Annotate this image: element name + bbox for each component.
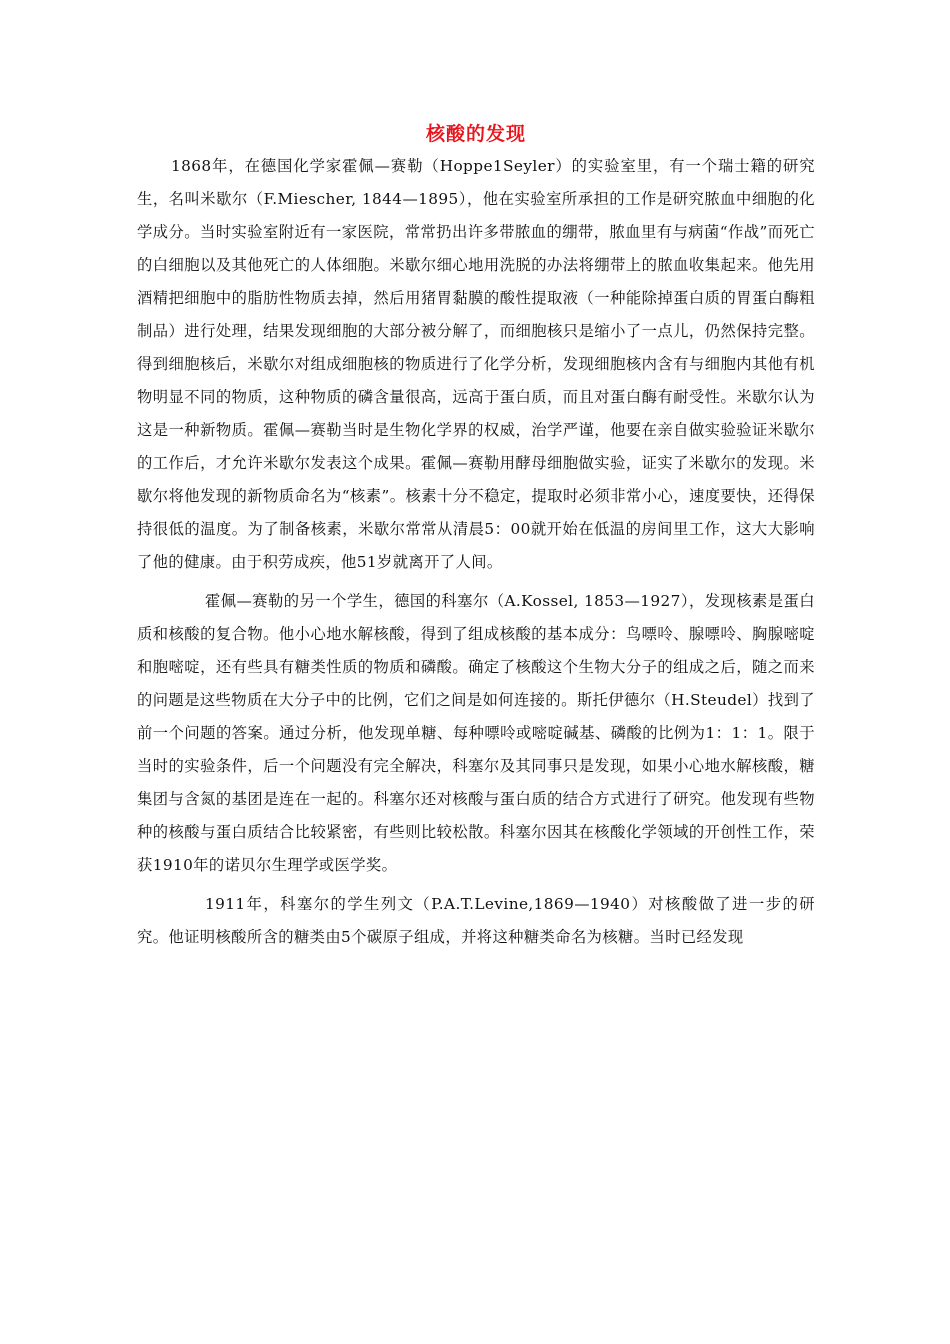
paragraph-levine: 1911年，科塞尔的学生列文（P.A.T.Levine,1869—1940）对核酸做了进一步的研究。他证明核酸所含的糖类由5个碳原子组成，并将这种糖类命名为核糖。当时已经发现	[137, 895, 815, 946]
document-page	[137, 118, 815, 954]
paragraph-miescher: 1868年，在德国化学家霍佩—赛勒（Hoppe1Seyler）的实验室里，有一个瑞士籍的研究生，名叫米歇尔（F.Miescher, 1844—1895），他在实验室所承担的工作是研究脓血中细胞的化学成分。当时实验室附近有一家医院，常常扔出许多带脓血的绷带，脓血里有与病菌“作战”而死亡的白细胞以及其他死亡的人体细胞。米歇尔细心地用洗脱的办法将绷带上的脓血收集起来。他先用酒精把细胞中的脂肪性物质去掉，然后用猪胃黏膜的酸性提取液（一种能除掉蛋白质的胃蛋白酶粗制品）进行处理，结果发现细胞的大部分被分解了，而细胞核只是缩小了一点儿，仍然保持完整。得到细胞核后，米歇尔对组成细胞核的物质进行了化学分析，发现细胞核内含有与细胞内其他有机物明显不同的物质，这种物质的磷含量很高，远高于蛋白质，而且对蛋白酶有耐受性。米歇尔认为这是一种新物质。霍佩—赛勒当时是生物化学界的权威，治学严谨，他要在亲自做实验验证米歇尔的工作后，才允许米歇尔发表这个成果。霍佩—赛勒用酵母细胞做实验，证实了米歇尔的发现。米歇尔将他发现的新物质命名为“核素”。核素十分不稳定，提取时必须非常小心，速度要快，还得保持很低的温度。为了制备核素，米歇尔常常从清晨5：00就开始在低温的房间里工作，这大大影响了他的健康。由于积劳成疾，他51岁就离开了人间。	[137, 157, 815, 571]
paragraph-kossel: 霍佩—赛勒的另一个学生，德国的科塞尔（A.Kossel, 1853—1927），发现核素是蛋白质和核酸的复合物。他小心地水解核酸，得到了组成核酸的基本成分：鸟嘌呤、腺嘌呤、胸腺嘧啶和胞嘧啶，还有些具有糖类性质的物质和磷酸。确定了核酸这个生物大分子的组成之后，随之而来的问题是这些物质在大分子中的比例，它们之间是如何连接的。斯托伊德尔（H.Steudel）找到了前一个问题的答案。通过分析，他发现单糖、每种嘌呤或嘧啶碱基、磷酸的比例为1：1：1。限于当时的实验条件，后一个问题没有完全解决，科塞尔及其同事只是发现，如果小心地水解核酸，糖集团与含氮的基团是连在一起的。科塞尔还对核酸与蛋白质的结合方式进行了研究。他发现有些物种的核酸与蛋白质结合比较紧密，有些则比较松散。科塞尔因其在核酸化学领域的开创性工作，荣获1910年的诺贝尔生理学或医学奖。	[137, 592, 815, 874]
document-title: 核酸的发现	[425, 123, 526, 145]
